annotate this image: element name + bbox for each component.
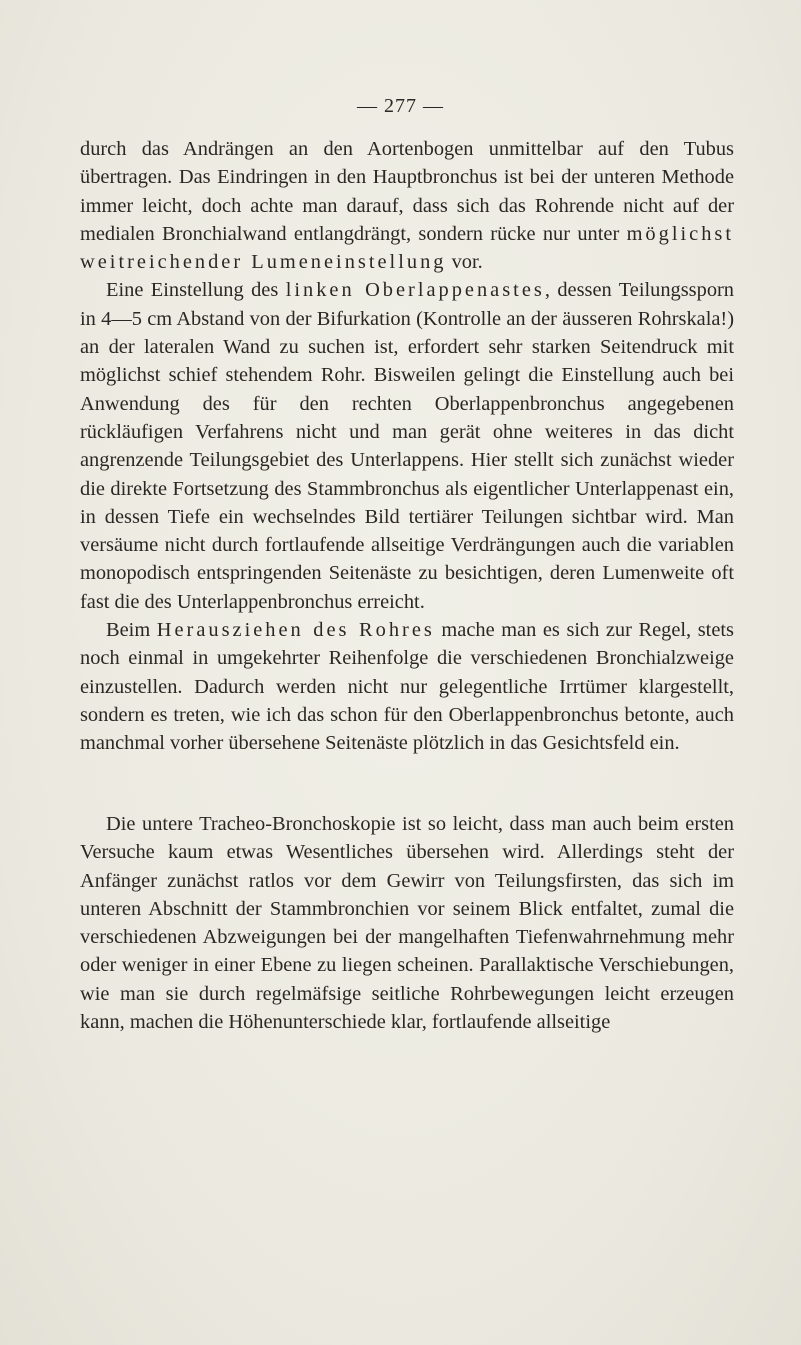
paragraph	[80, 810, 734, 1036]
emphasized-text: möglichst weitreichender Lumeneinstellung	[80, 222, 734, 274]
page-number: — 277 —	[357, 95, 444, 117]
paragraph	[80, 276, 734, 616]
text-run: vor.	[446, 251, 483, 274]
text-run: Beim	[106, 619, 157, 642]
text-run: durch das Andrängen an den Aortenbogen unmittelbar auf den Tubus übertragen. Das Eindringen in den Hauptbronchus ist bei der unteren Methode immer leicht, doch achte man darauf, dass sich das Rohrende nicht auf der medialen Bronchialwand entlangdrängt, sondern rücke nur unter	[80, 138, 734, 245]
text-run: mache man es sich zur Regel, stets noch einmal in umgekehrter Reihenfolge die verschiedenen Bronchialzweige einzustellen. Dadurch werden nicht nur gelegentliche Irrtümer klargestellt, sondern es treten, wie ich das schon für den Oberlappenbronchus betonte, auch manchmal vorher übersehene Seitenäste plötzlich in das Gesichtsfeld ein.	[80, 619, 734, 755]
text-run: , dessen Teilungssporn in 4—5 cm Abstand von der Bifurkation (Kontrolle an der äusseren Rohrskala!) an der lateralen Wand zu suchen ist, erfordert sehr starken Seitendruck mit möglichst schief stehendem Rohr. Bisweilen gelingt die Einstellung auch bei Anwendung des für den rechten Oberlappenbronchus angegebenen rückläufigen Verfahrens nicht und man gerät ohne weiteres in das dicht angrenzende Teilungsgebiet des Unterlappens. Hier stellt sich zunächst wieder die direkte Fortsetzung des Stammbronchus als eigentlicher Unterlappenast ein, in dessen Tiefe ein wechselndes Bild tertiärer Teilungen sichtbar wird. Man versäume nicht durch fortlaufende allseitige Verdrängungen auch die variablen monopodisch entspringenden Seitenäste zu besichtigen, deren Lumenweite oft fast die des Unterlappenbronchus erreicht.	[80, 279, 734, 613]
emphasized-text: Herausziehen des Rohres	[156, 619, 435, 642]
text-block-upper	[80, 135, 734, 758]
text-run: Die untere Tracheo-Bronchoskopie ist so leicht, dass man auch beim ersten Versuche kaum etwas Wesentliches übersehen wird. Allerdings steht der Anfänger zunächst ratlos vor dem Gewirr von Teilungsfirsten, das sich im unteren Abschnitt der Stammbronchien vor seinem Blick entfaltet, zumal die verschiedenen Abzweigungen bei der mangelhaften Tiefenwahrnehmung mehr oder weniger in einer Ebene zu liegen scheinen. Parallaktische Verschiebungen, wie man sie durch regelmäfsige seitliche Rohrbewegungen leicht erzeugen kann, machen die Höhenunterschiede klar, fortlaufende allseitige	[80, 813, 734, 1034]
emphasized-text: linken Oberlappenastes	[285, 279, 545, 302]
paragraph	[80, 135, 734, 276]
text-block-lower	[80, 810, 734, 1036]
paragraph	[80, 616, 734, 757]
text-run: Eine Einstellung des	[106, 279, 286, 302]
